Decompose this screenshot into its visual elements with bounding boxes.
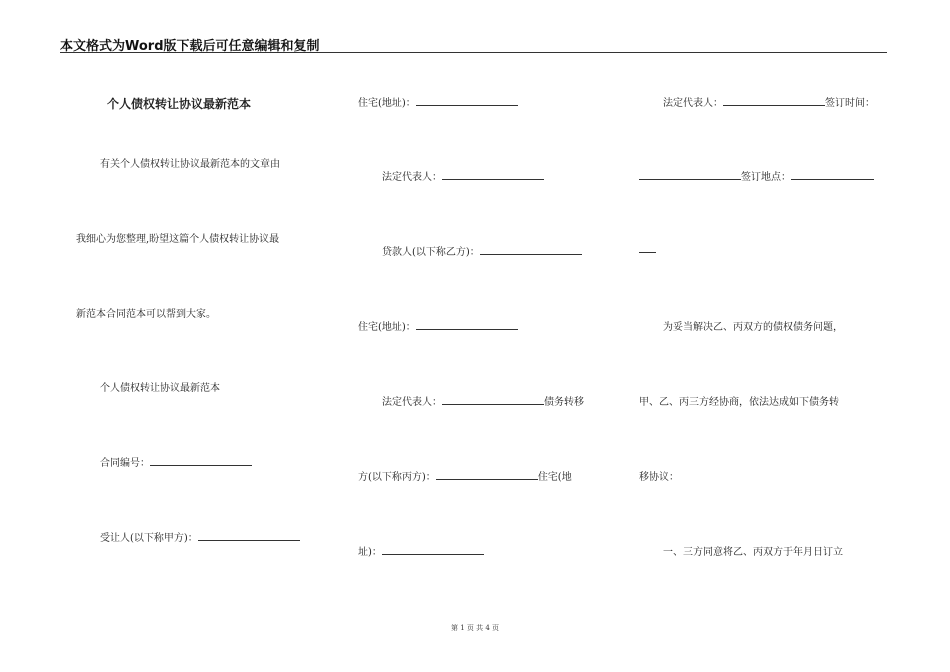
address-label-2: 住宅(地址)： bbox=[358, 322, 416, 333]
legal-rep-blank-2 bbox=[442, 395, 544, 405]
page-footer: 第 1 页 共 4 页 bbox=[450, 624, 500, 632]
borrower-label: 贷款人(以下称乙方)： bbox=[382, 247, 480, 258]
address-blank-1 bbox=[416, 96, 518, 106]
address-line-3 bbox=[358, 543, 484, 558]
address-label-1: 住宅(地址)： bbox=[358, 98, 416, 109]
legal-rep-line-1 bbox=[382, 168, 544, 183]
assignee-label: 受让人(以下称甲方)： bbox=[100, 533, 198, 544]
intro-line-3: 新范本合同范本可以帮到大家。 bbox=[76, 309, 216, 320]
legal-rep-line-3 bbox=[663, 94, 875, 109]
legal-rep-label-3: 法定代表人： bbox=[663, 98, 723, 109]
intro-line-2: 我细心为您整理,盼望这篇个人债权转让协议最 bbox=[76, 234, 280, 245]
address-label-3-end: 址)： bbox=[358, 547, 382, 558]
legal-rep-blank-1 bbox=[442, 170, 544, 180]
intro-line-1: 有关个人债权转让协议最新范本的文章由 bbox=[100, 159, 280, 170]
address-blank-3 bbox=[382, 545, 484, 555]
debt-transfer-text: 债务转移 bbox=[544, 397, 584, 408]
party-c-line bbox=[358, 468, 572, 483]
contract-number-line bbox=[100, 454, 252, 469]
sign-place-line bbox=[639, 168, 874, 183]
sign-place-blank bbox=[791, 170, 874, 180]
legal-rep-label-2: 法定代表人： bbox=[382, 397, 442, 408]
address-label-3: 住宅(地 bbox=[537, 472, 572, 483]
assignee-line bbox=[100, 529, 300, 544]
contract-number-blank bbox=[150, 456, 252, 466]
address-line-1 bbox=[358, 94, 518, 109]
sign-time-blank bbox=[639, 170, 741, 180]
sign-time-label: 签订时间： bbox=[825, 98, 875, 109]
borrower-line bbox=[382, 243, 582, 258]
header-rule bbox=[60, 52, 887, 53]
address-line-2 bbox=[358, 318, 518, 333]
legal-rep-blank-3 bbox=[723, 96, 825, 106]
borrower-blank bbox=[480, 245, 582, 255]
document-header: 本文格式为Word版下载后可任意编辑和复制 bbox=[60, 39, 320, 54]
clause-1-line: 一、三方同意将乙、丙双方于年月日订立 bbox=[663, 547, 843, 558]
contract-number-label: 合同编号： bbox=[100, 458, 150, 469]
sign-place-label: 签订地点： bbox=[741, 172, 791, 183]
section-title: 个人债权转让协议最新范本 bbox=[100, 383, 220, 394]
legal-rep-label-1: 法定代表人： bbox=[382, 172, 442, 183]
purpose-line-2: 甲、乙、丙三方经协商，依法达成如下债务转 bbox=[639, 397, 839, 408]
party-c-label: 方(以下称丙方)： bbox=[358, 472, 436, 483]
document-title: 个人债权转让协议最新范本 bbox=[107, 97, 252, 111]
legal-rep-line-2 bbox=[382, 393, 584, 408]
assignee-blank bbox=[198, 531, 300, 541]
sign-place-continuation bbox=[639, 243, 656, 256]
address-blank-2 bbox=[416, 320, 518, 330]
purpose-line-1: 为妥当解决乙、丙双方的债权债务问题， bbox=[663, 322, 843, 333]
party-c-blank bbox=[436, 470, 538, 480]
purpose-line-3: 移协议： bbox=[639, 472, 679, 483]
sign-place-blank-2 bbox=[639, 243, 656, 253]
